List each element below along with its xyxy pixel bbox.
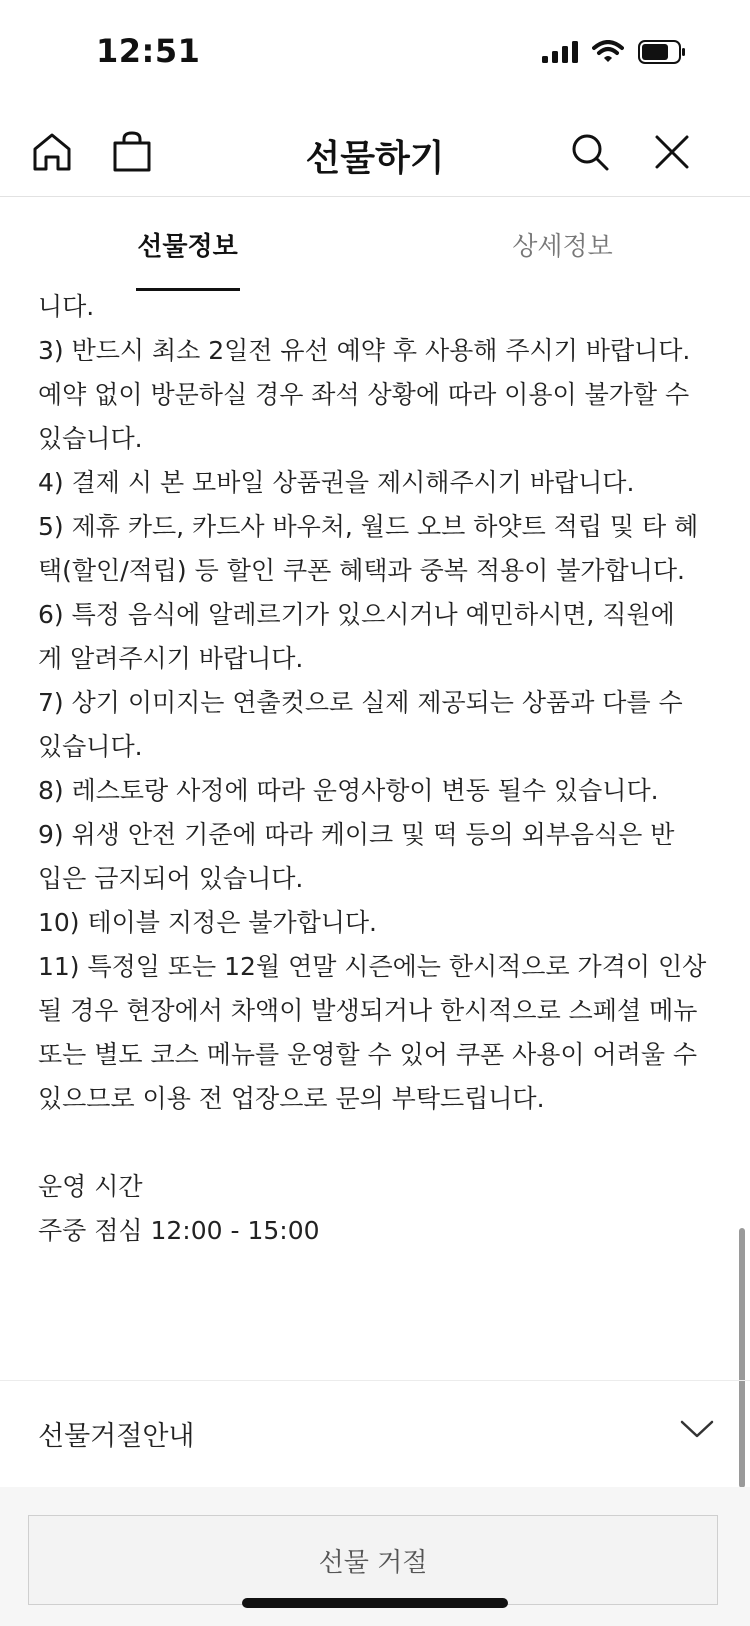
gift-info-content [38,285,718,1253]
content-line: 11) 특정일 또는 12월 연말 시즌에는 한시적으로 가격이 인상 [38,952,707,981]
wifi-icon [592,40,624,68]
content-line: 니다. [38,292,95,321]
close-icon [653,133,691,175]
tab-gift-info[interactable]: 선물정보 [137,231,238,262]
battery-icon [638,40,686,68]
page-title: 선물하기 [305,138,445,179]
hours-title: 운영 시간 [38,1172,143,1201]
content-line: 7) 상기 이미지는 연출컷으로 실제 제공되는 상품과 다를 수 [38,688,683,717]
signal-icon [542,41,578,67]
content-line: 또는 별도 코스 메뉴를 운영할 수 있어 쿠폰 사용이 어려울 수 [38,1040,698,1069]
content-line: 있습니다. [38,732,143,761]
tab-bar [0,197,750,291]
chevron-down-icon [680,1419,714,1443]
content-line: 택(할인/적립) 등 할인 쿠폰 혜택과 중복 적용이 불가합니다. [38,556,685,585]
content-line: 3) 반드시 최소 2일전 유선 예약 후 사용해 주시기 바랍니다. [38,336,691,365]
content-line: 8) 레스토랑 사정에 따라 운영사항이 변동 될수 있습니다. [38,776,659,805]
refuse-gift-button[interactable]: 선물 거절 [28,1515,718,1605]
content-line: 있습니다. [38,424,143,453]
close-button[interactable] [648,130,696,178]
content-line: 4) 결제 시 본 모바일 상품권을 제시해주시기 바랍니다. [38,468,635,497]
home-indicator [242,1598,508,1608]
search-button[interactable] [566,130,614,178]
app-header [0,110,750,197]
content-line: 5) 제휴 카드, 카드사 바우처, 월드 오브 하얏트 적립 및 타 혜 [38,512,699,541]
gift-refusal-accordion[interactable] [0,1381,750,1487]
status-time: 12:51 [96,32,201,70]
content-line: 있으므로 이용 전 업장으로 문의 부탁드립니다. [38,1084,545,1113]
content-line: 6) 특정 음식에 알레르기가 있으시거나 예민하시면, 직원에 [38,600,675,629]
status-icons [542,40,686,68]
tab-detail-info[interactable]: 상세정보 [512,231,613,262]
content-line: 예약 없이 방문하실 경우 좌석 상황에 따라 이용이 불가할 수 [38,380,690,409]
status-bar [0,0,750,110]
search-icon [570,132,610,176]
hours-value: 주중 점심 12:00 - 15:00 [38,1216,320,1245]
bottom-action-area [0,1487,750,1626]
content-line: 10) 테이블 지정은 불가합니다. [38,908,378,937]
content-line: 입은 금지되어 있습니다. [38,864,304,893]
content-line: 9) 위생 안전 기준에 따라 케이크 및 떡 등의 외부음식은 반 [38,820,675,849]
content-line: 될 경우 현장에서 차액이 발생되거나 한시적으로 스페셜 메뉴 [38,996,698,1025]
content-line: 게 알려주시기 바랍니다. [38,644,304,673]
gift-refusal-label: 선물거절안내 [38,1421,195,1452]
